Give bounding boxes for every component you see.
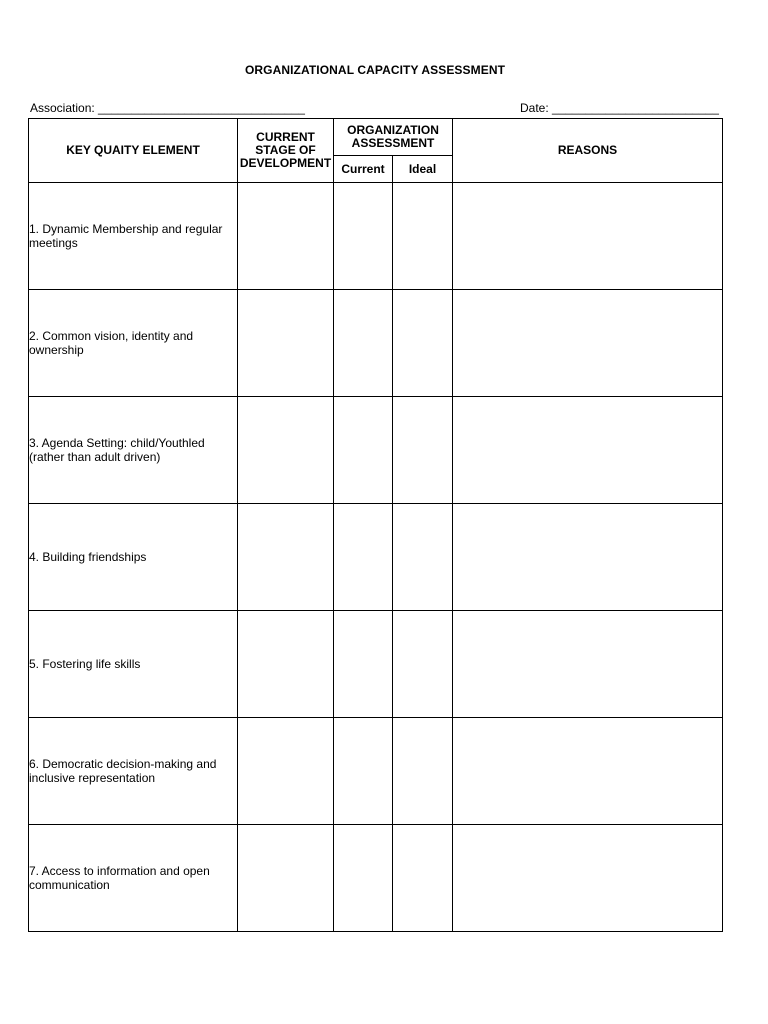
stage-cell[interactable] xyxy=(238,611,334,718)
table-row xyxy=(29,183,723,290)
stage-cell[interactable] xyxy=(238,183,334,290)
ideal-cell[interactable] xyxy=(393,397,453,504)
reasons-cell[interactable] xyxy=(453,825,723,932)
header-key-element: KEY QUAITY ELEMENT xyxy=(29,119,238,183)
stage-cell[interactable] xyxy=(238,290,334,397)
table-row xyxy=(29,397,723,504)
header-current: Current xyxy=(334,156,393,183)
current-cell[interactable] xyxy=(334,504,393,611)
ideal-cell[interactable] xyxy=(393,825,453,932)
stage-cell[interactable] xyxy=(238,718,334,825)
date-field[interactable]: Date: _________________________ xyxy=(520,101,719,115)
current-cell[interactable] xyxy=(334,183,393,290)
stage-cell[interactable] xyxy=(238,504,334,611)
reasons-cell[interactable] xyxy=(453,183,723,290)
header-reasons: REASONS xyxy=(453,119,723,183)
table-row xyxy=(29,290,723,397)
reasons-cell[interactable] xyxy=(453,718,723,825)
ideal-cell[interactable] xyxy=(393,611,453,718)
element-cell: 3. Agenda Setting: child/Youthled (rather than adult driven) xyxy=(29,397,238,504)
table-row xyxy=(29,611,723,718)
assessment-table xyxy=(28,118,723,932)
current-cell[interactable] xyxy=(334,825,393,932)
current-cell[interactable] xyxy=(334,397,393,504)
ideal-cell[interactable] xyxy=(393,290,453,397)
association-field[interactable]: Association: _______________________________ xyxy=(30,101,305,115)
stage-cell[interactable] xyxy=(238,397,334,504)
element-cell: 4. Building friendships xyxy=(29,504,238,611)
current-cell[interactable] xyxy=(334,290,393,397)
reasons-cell[interactable] xyxy=(453,611,723,718)
ideal-cell[interactable] xyxy=(393,183,453,290)
current-cell[interactable] xyxy=(334,611,393,718)
current-cell[interactable] xyxy=(334,718,393,825)
reasons-cell[interactable] xyxy=(453,290,723,397)
stage-cell[interactable] xyxy=(238,825,334,932)
document-title: ORGANIZATIONAL CAPACITY ASSESSMENT xyxy=(244,63,506,77)
reasons-cell[interactable] xyxy=(453,397,723,504)
reasons-cell[interactable] xyxy=(453,504,723,611)
ideal-cell[interactable] xyxy=(393,504,453,611)
element-cell: 1. Dynamic Membership and regular meetings xyxy=(29,183,238,290)
header-org-assessment: ORGANIZATION ASSESSMENT xyxy=(334,119,453,156)
table-row xyxy=(29,825,723,932)
element-cell: 7. Access to information and open communication xyxy=(29,825,238,932)
element-cell: 6. Democratic decision-making and inclusive representation xyxy=(29,718,238,825)
table-row xyxy=(29,718,723,825)
ideal-cell[interactable] xyxy=(393,718,453,825)
table-row xyxy=(29,504,723,611)
element-cell: 5. Fostering life skills xyxy=(29,611,238,718)
header-current-stage: CURRENT STAGE OF DEVELOPMENT xyxy=(238,119,334,183)
header-ideal: Ideal xyxy=(393,156,453,183)
element-cell: 2. Common vision, identity and ownership xyxy=(29,290,238,397)
